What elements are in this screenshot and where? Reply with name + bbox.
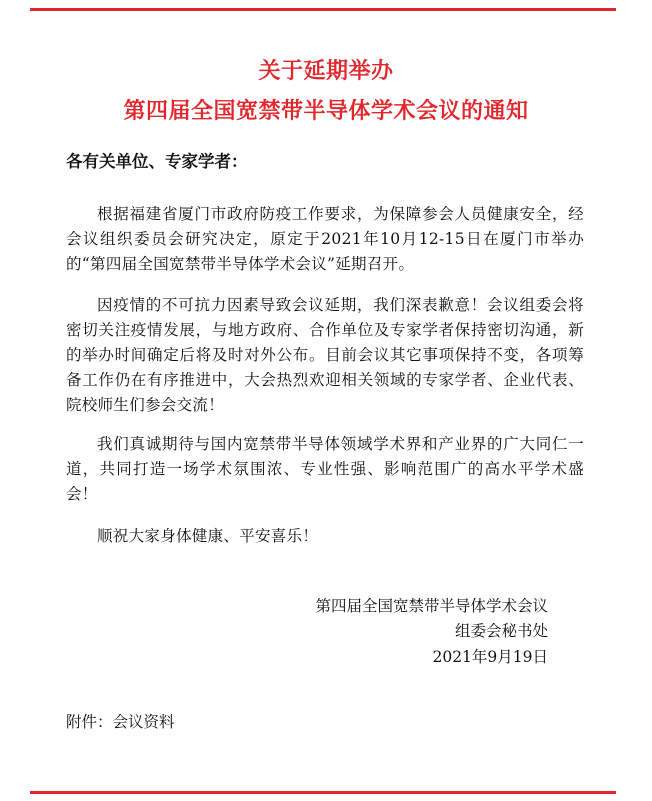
- signature-organization: 第四届全国宽禁带半导体学术会议: [315, 597, 548, 615]
- paragraph-expectation: 我们真诚期待与国内宽禁带半导体领域学术界和产业界的广大同仁一道，共同打造一场学术氛围浓、专业性强、影响范围广的高水平学术盛会！: [66, 435, 584, 503]
- signature-office: 组委会秘书处: [454, 622, 548, 640]
- salutation: 各有关单位、专家学者：: [66, 152, 248, 171]
- bottom-red-rule: [30, 791, 616, 794]
- notice-title-line-1: 关于延期举办: [258, 58, 394, 84]
- paragraph-apology: 因疫情的不可抗力因素导致会议延期，我们深表歉意！会议组委会将密切关注疫情发展，与地方政府、合作单位及专家学者保持密切沟通，新的举办时间确定后将及时对外公布。目前会议其它事项保持不变，各项筹备工作仍在有序推进中，大会热烈欢迎相关领域的专家学者、企业代表、院校师生们参会交流！: [66, 296, 584, 414]
- paragraph-postponement: 根据福建省厦门市政府防疫工作要求，为保障参会人员健康安全，经会议组织委员会研究决定，原定于2021年10月12-15日在厦门市举办的“第四届全国宽禁带半导体学术会议”延期召开。: [66, 205, 584, 273]
- attachment-note[interactable]: 附件：会议资料: [66, 713, 175, 731]
- paragraph-wishes: 顺祝大家身体健康、平安喜乐！: [97, 527, 319, 545]
- notice-title-line-2: 第四届全国宽禁带半导体学术会议的通知: [123, 98, 529, 124]
- top-red-rule: [30, 8, 616, 11]
- signature-date: 2021年9月19日: [432, 648, 548, 666]
